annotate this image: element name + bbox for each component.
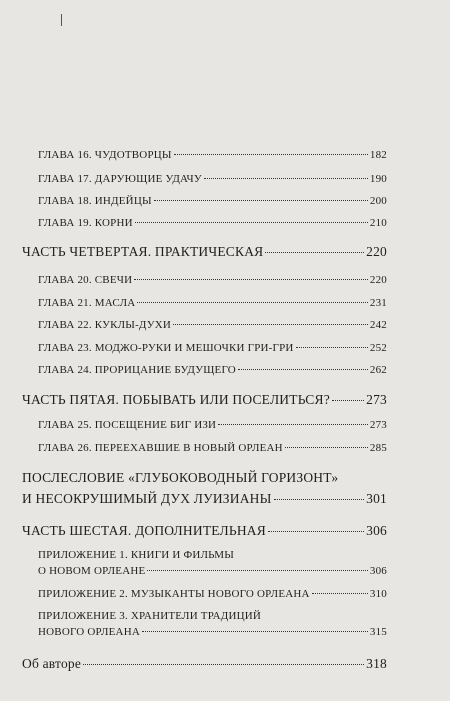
entry-title: ГЛАВА 21. МАСЛА bbox=[38, 297, 136, 309]
toc-entry-chapter-20[interactable] bbox=[38, 274, 387, 286]
entry-page-number: 310 bbox=[369, 588, 387, 600]
dot-leader bbox=[238, 369, 368, 370]
dot-leader bbox=[154, 200, 368, 201]
entry-page-number: 252 bbox=[369, 342, 387, 354]
entry-title: ЧАСТЬ ЧЕТВЕРТАЯ. ПРАКТИЧЕСКАЯ bbox=[22, 244, 264, 259]
toc-entry-chapter-19[interactable] bbox=[38, 217, 387, 229]
dot-leader bbox=[268, 531, 364, 532]
toc-entry-appendix-3[interactable] bbox=[38, 626, 387, 638]
entry-title: Об авторе bbox=[22, 656, 82, 671]
entry-title: ГЛАВА 26. ПЕРЕЕХАВШИЕ В НОВЫЙ ОРЛЕАН bbox=[38, 442, 283, 454]
toc-entry-chapter-24[interactable] bbox=[38, 364, 387, 376]
entry-title-line2: И НЕСОКРУШИМЫЙ ДУХ ЛУИЗИАНЫ bbox=[22, 491, 272, 506]
dot-leader bbox=[285, 447, 368, 448]
entry-page-number: 242 bbox=[369, 319, 387, 331]
dot-leader bbox=[332, 400, 364, 401]
toc-entry-chapter-17[interactable] bbox=[38, 173, 387, 185]
entry-page-number: 306 bbox=[366, 523, 387, 538]
toc-entry-chapter-16[interactable] bbox=[38, 149, 387, 161]
dot-leader bbox=[173, 324, 368, 325]
entry-page-number: 262 bbox=[369, 364, 387, 376]
entry-page-number: 273 bbox=[366, 392, 387, 407]
entry-title: ГЛАВА 25. ПОСЕЩЕНИЕ БИГ ИЗИ bbox=[38, 419, 217, 431]
toc-entry-afterword[interactable] bbox=[22, 491, 387, 507]
entry-title-line1: ПОСЛЕСЛОВИЕ «ГЛУБОКОВОДНЫЙ ГОРИЗОНТ» bbox=[22, 470, 339, 485]
toc-entry-appendix-3-line1[interactable] bbox=[38, 610, 261, 622]
dot-leader bbox=[137, 302, 367, 303]
entry-page-number: 315 bbox=[369, 626, 387, 638]
entry-page-number: 182 bbox=[369, 149, 387, 161]
entry-title-line1: ПРИЛОЖЕНИЕ 3. ХРАНИТЕЛИ ТРАДИЦИЙ bbox=[38, 610, 262, 622]
toc-entry-part-4[interactable] bbox=[22, 244, 387, 260]
entry-title-line2: О НОВОМ ОРЛЕАНЕ bbox=[38, 565, 146, 577]
entry-title: ЧАСТЬ ШЕСТАЯ. ДОПОЛНИТЕЛЬНАЯ bbox=[22, 523, 266, 538]
toc-entry-chapter-18[interactable] bbox=[38, 195, 387, 207]
dot-leader bbox=[312, 593, 368, 594]
toc-entry-chapter-23[interactable] bbox=[38, 342, 387, 354]
toc-entry-appendix-1[interactable] bbox=[38, 565, 387, 577]
entry-title: ЧАСТЬ ПЯТАЯ. ПОБЫВАТЬ ИЛИ ПОСЕЛИТЬСЯ? bbox=[22, 392, 330, 407]
entry-page-number: 318 bbox=[366, 656, 387, 671]
entry-title: ГЛАВА 23. МОДЖО-РУКИ И МЕШОЧКИ ГРИ-ГРИ bbox=[38, 342, 294, 354]
entry-title: ПРИЛОЖЕНИЕ 2. МУЗЫКАНТЫ НОВОГО ОРЛЕАНА bbox=[38, 588, 310, 600]
entry-page-number: 220 bbox=[369, 274, 387, 286]
entry-page-number: 210 bbox=[369, 217, 387, 229]
page-corner-mark bbox=[61, 14, 62, 26]
entry-page-number: 220 bbox=[366, 244, 387, 259]
toc-entry-afterword-line1[interactable] bbox=[22, 470, 338, 486]
toc-entry-chapter-25[interactable] bbox=[38, 419, 387, 431]
toc-entry-appendix-1-line1[interactable] bbox=[38, 549, 234, 561]
entry-title: ГЛАВА 16. ЧУДОТВОРЦЫ bbox=[38, 149, 172, 161]
dot-leader bbox=[135, 222, 368, 223]
toc-entry-part-5[interactable] bbox=[22, 392, 387, 408]
toc-entry-chapter-26[interactable] bbox=[38, 442, 387, 454]
entry-page-number: 301 bbox=[366, 491, 387, 506]
dot-leader bbox=[296, 347, 368, 348]
toc-entry-appendix-2[interactable] bbox=[38, 588, 387, 600]
entry-page-number: 285 bbox=[369, 442, 387, 454]
entry-title: ГЛАВА 20. СВЕЧИ bbox=[38, 274, 133, 286]
entry-title: ГЛАВА 22. КУКЛЫ-ДУХИ bbox=[38, 319, 172, 331]
toc-entry-chapter-22[interactable] bbox=[38, 319, 387, 331]
dot-leader bbox=[218, 424, 368, 425]
dot-leader bbox=[204, 178, 368, 179]
dot-leader bbox=[174, 154, 368, 155]
entry-page-number: 190 bbox=[369, 173, 387, 185]
dot-leader bbox=[142, 631, 368, 632]
toc-entry-part-6[interactable] bbox=[22, 523, 387, 539]
toc-entry-about-author[interactable] bbox=[22, 656, 387, 672]
dot-leader bbox=[265, 252, 364, 253]
entry-title: ГЛАВА 19. КОРНИ bbox=[38, 217, 133, 229]
dot-leader bbox=[274, 499, 365, 500]
entry-title: ГЛАВА 24. ПРОРИЦАНИЕ БУДУЩЕГО bbox=[38, 364, 236, 376]
entry-page-number: 273 bbox=[369, 419, 387, 431]
dot-leader bbox=[134, 279, 368, 280]
entry-title: ГЛАВА 18. ИНДЕЙЦЫ bbox=[38, 195, 152, 207]
entry-page-number: 231 bbox=[369, 297, 387, 309]
toc-entry-chapter-21[interactable] bbox=[38, 297, 387, 309]
entry-page-number: 306 bbox=[369, 565, 387, 577]
entry-title-line2: НОВОГО ОРЛЕАНА bbox=[38, 626, 140, 638]
dot-leader bbox=[147, 570, 367, 571]
entry-title-line1: ПРИЛОЖЕНИЕ 1. КНИГИ И ФИЛЬМЫ bbox=[38, 549, 234, 561]
entry-page-number: 200 bbox=[369, 195, 387, 207]
entry-title: ГЛАВА 17. ДАРУЮЩИЕ УДАЧУ bbox=[38, 173, 202, 185]
dot-leader bbox=[83, 664, 364, 665]
